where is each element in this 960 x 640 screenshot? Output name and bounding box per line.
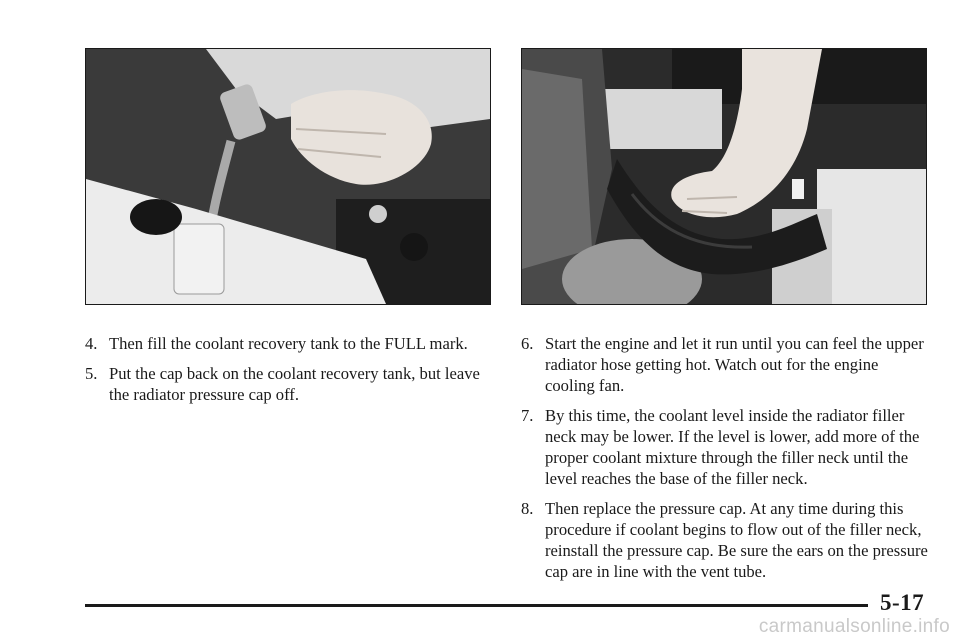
step-4 xyxy=(85,333,495,354)
step-text: Then fill the coolant recovery tank to the FULL mark. xyxy=(109,334,468,353)
step-number: 5. xyxy=(85,364,98,383)
radiator-hose-photo xyxy=(521,48,927,305)
footer-rule xyxy=(85,604,868,607)
step-number: 6. xyxy=(521,334,534,353)
step-text: Start the engine and let it run until you can feel the upper radiator hose getting hot. Watch out for the engine cooling fan. xyxy=(545,334,924,395)
right-column xyxy=(521,333,931,591)
step-5 xyxy=(85,363,495,405)
step-number: 8. xyxy=(521,499,534,518)
step-number: 4. xyxy=(85,334,98,353)
step-text: By this time, the coolant level inside the radiator filler neck may be lower. If the level is lower, add more of the proper coolant mixture through the filler neck until the level reaches the base of the filler neck. xyxy=(545,406,920,488)
step-8 xyxy=(521,498,931,582)
coolant-pour-photo xyxy=(85,48,491,305)
step-number: 7. xyxy=(521,406,534,425)
left-column xyxy=(85,333,495,414)
step-6 xyxy=(521,333,931,396)
step-7 xyxy=(521,405,931,489)
watermark: carmanualsonline.info xyxy=(758,616,950,637)
step-text: Then replace the pressure cap. At any time during this procedure if coolant begins to flow out of the filler neck, reinstall the pressure cap. Be sure the ears on the pressure cap are in line with the vent tube. xyxy=(545,499,928,581)
page-number: 5-17 xyxy=(880,590,925,615)
step-text: Put the cap back on the coolant recovery tank, but leave the radiator pressure cap off. xyxy=(109,364,480,404)
